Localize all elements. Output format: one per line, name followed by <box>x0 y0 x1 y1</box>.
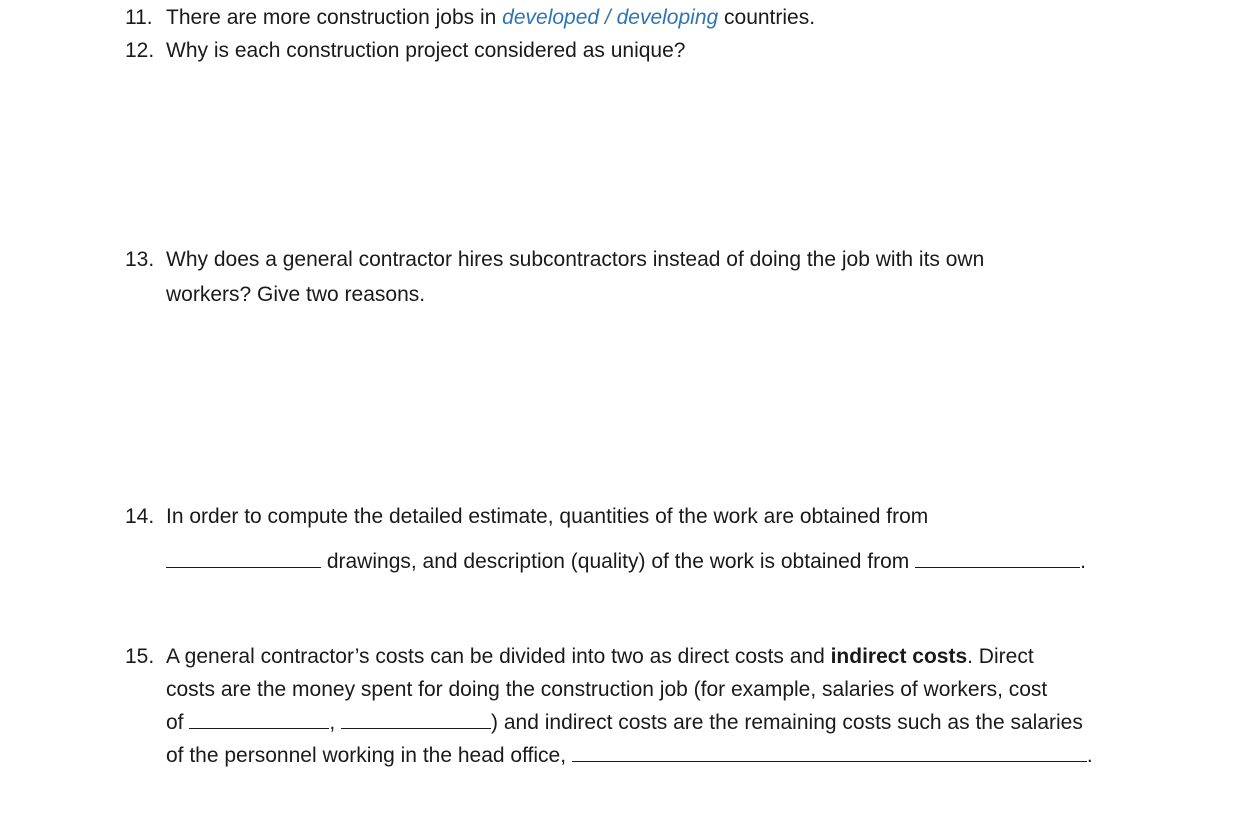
question-number: 14. <box>125 505 155 528</box>
question-text-line-2: costs are the money spent for doing the construction job (for example, salaries of workers, cost <box>166 678 1048 701</box>
comma: , <box>329 711 336 734</box>
blank-direct-cost-1[interactable] <box>189 708 329 729</box>
question-text-start: A general contractor’s costs can be divided into two as direct costs and <box>166 645 831 668</box>
indirect-costs-term: indirect costs <box>830 645 968 668</box>
option-developing[interactable]: developing <box>616 6 719 29</box>
question-text-mid: drawings, and description (quality) of the work is obtained from <box>321 550 916 573</box>
question-text-line-1 <box>166 640 1034 673</box>
question-text-mid: ) and indirect costs are the remaining costs such as the salaries <box>491 711 1083 734</box>
question-text-line-3 <box>166 706 1083 739</box>
option-separator: / <box>599 6 617 29</box>
blank-quality-source[interactable] <box>915 547 1080 568</box>
question-text-end: . Direct <box>967 645 1034 668</box>
question-text-start: of the personnel working in the head office, <box>166 744 572 767</box>
question-number: 15. <box>125 645 155 668</box>
question-text-end: . <box>1080 550 1086 573</box>
question-text-start: of <box>166 711 190 734</box>
question-text: Why is each construction project considered as unique? <box>166 39 686 62</box>
question-text-line-4 <box>166 739 1093 772</box>
answer-area-13[interactable] <box>166 320 1166 490</box>
blank-drawings-type[interactable] <box>166 547 321 568</box>
question-text-line-1: In order to compute the detailed estimate, quantities of the work are obtained from <box>166 505 929 528</box>
question-number: 11. <box>125 6 153 29</box>
answer-area-12[interactable] <box>166 75 1166 235</box>
question-text <box>166 1 815 34</box>
question-text-end: . <box>1086 744 1093 767</box>
question-text-line-2: workers? Give two reasons. <box>166 283 426 306</box>
option-developed[interactable]: developed <box>502 6 600 29</box>
question-text-start: There are more construction jobs in <box>166 6 503 29</box>
question-number: 13. <box>125 248 155 271</box>
blank-direct-cost-2[interactable] <box>341 708 491 729</box>
blank-indirect-cost[interactable] <box>572 741 1087 762</box>
question-number: 12. <box>125 39 155 62</box>
question-text-line-1: Why does a general contractor hires subcontractors instead of doing the job with its own <box>166 248 985 271</box>
question-text-line-2 <box>166 545 1086 578</box>
question-text-end: countries. <box>718 6 816 29</box>
